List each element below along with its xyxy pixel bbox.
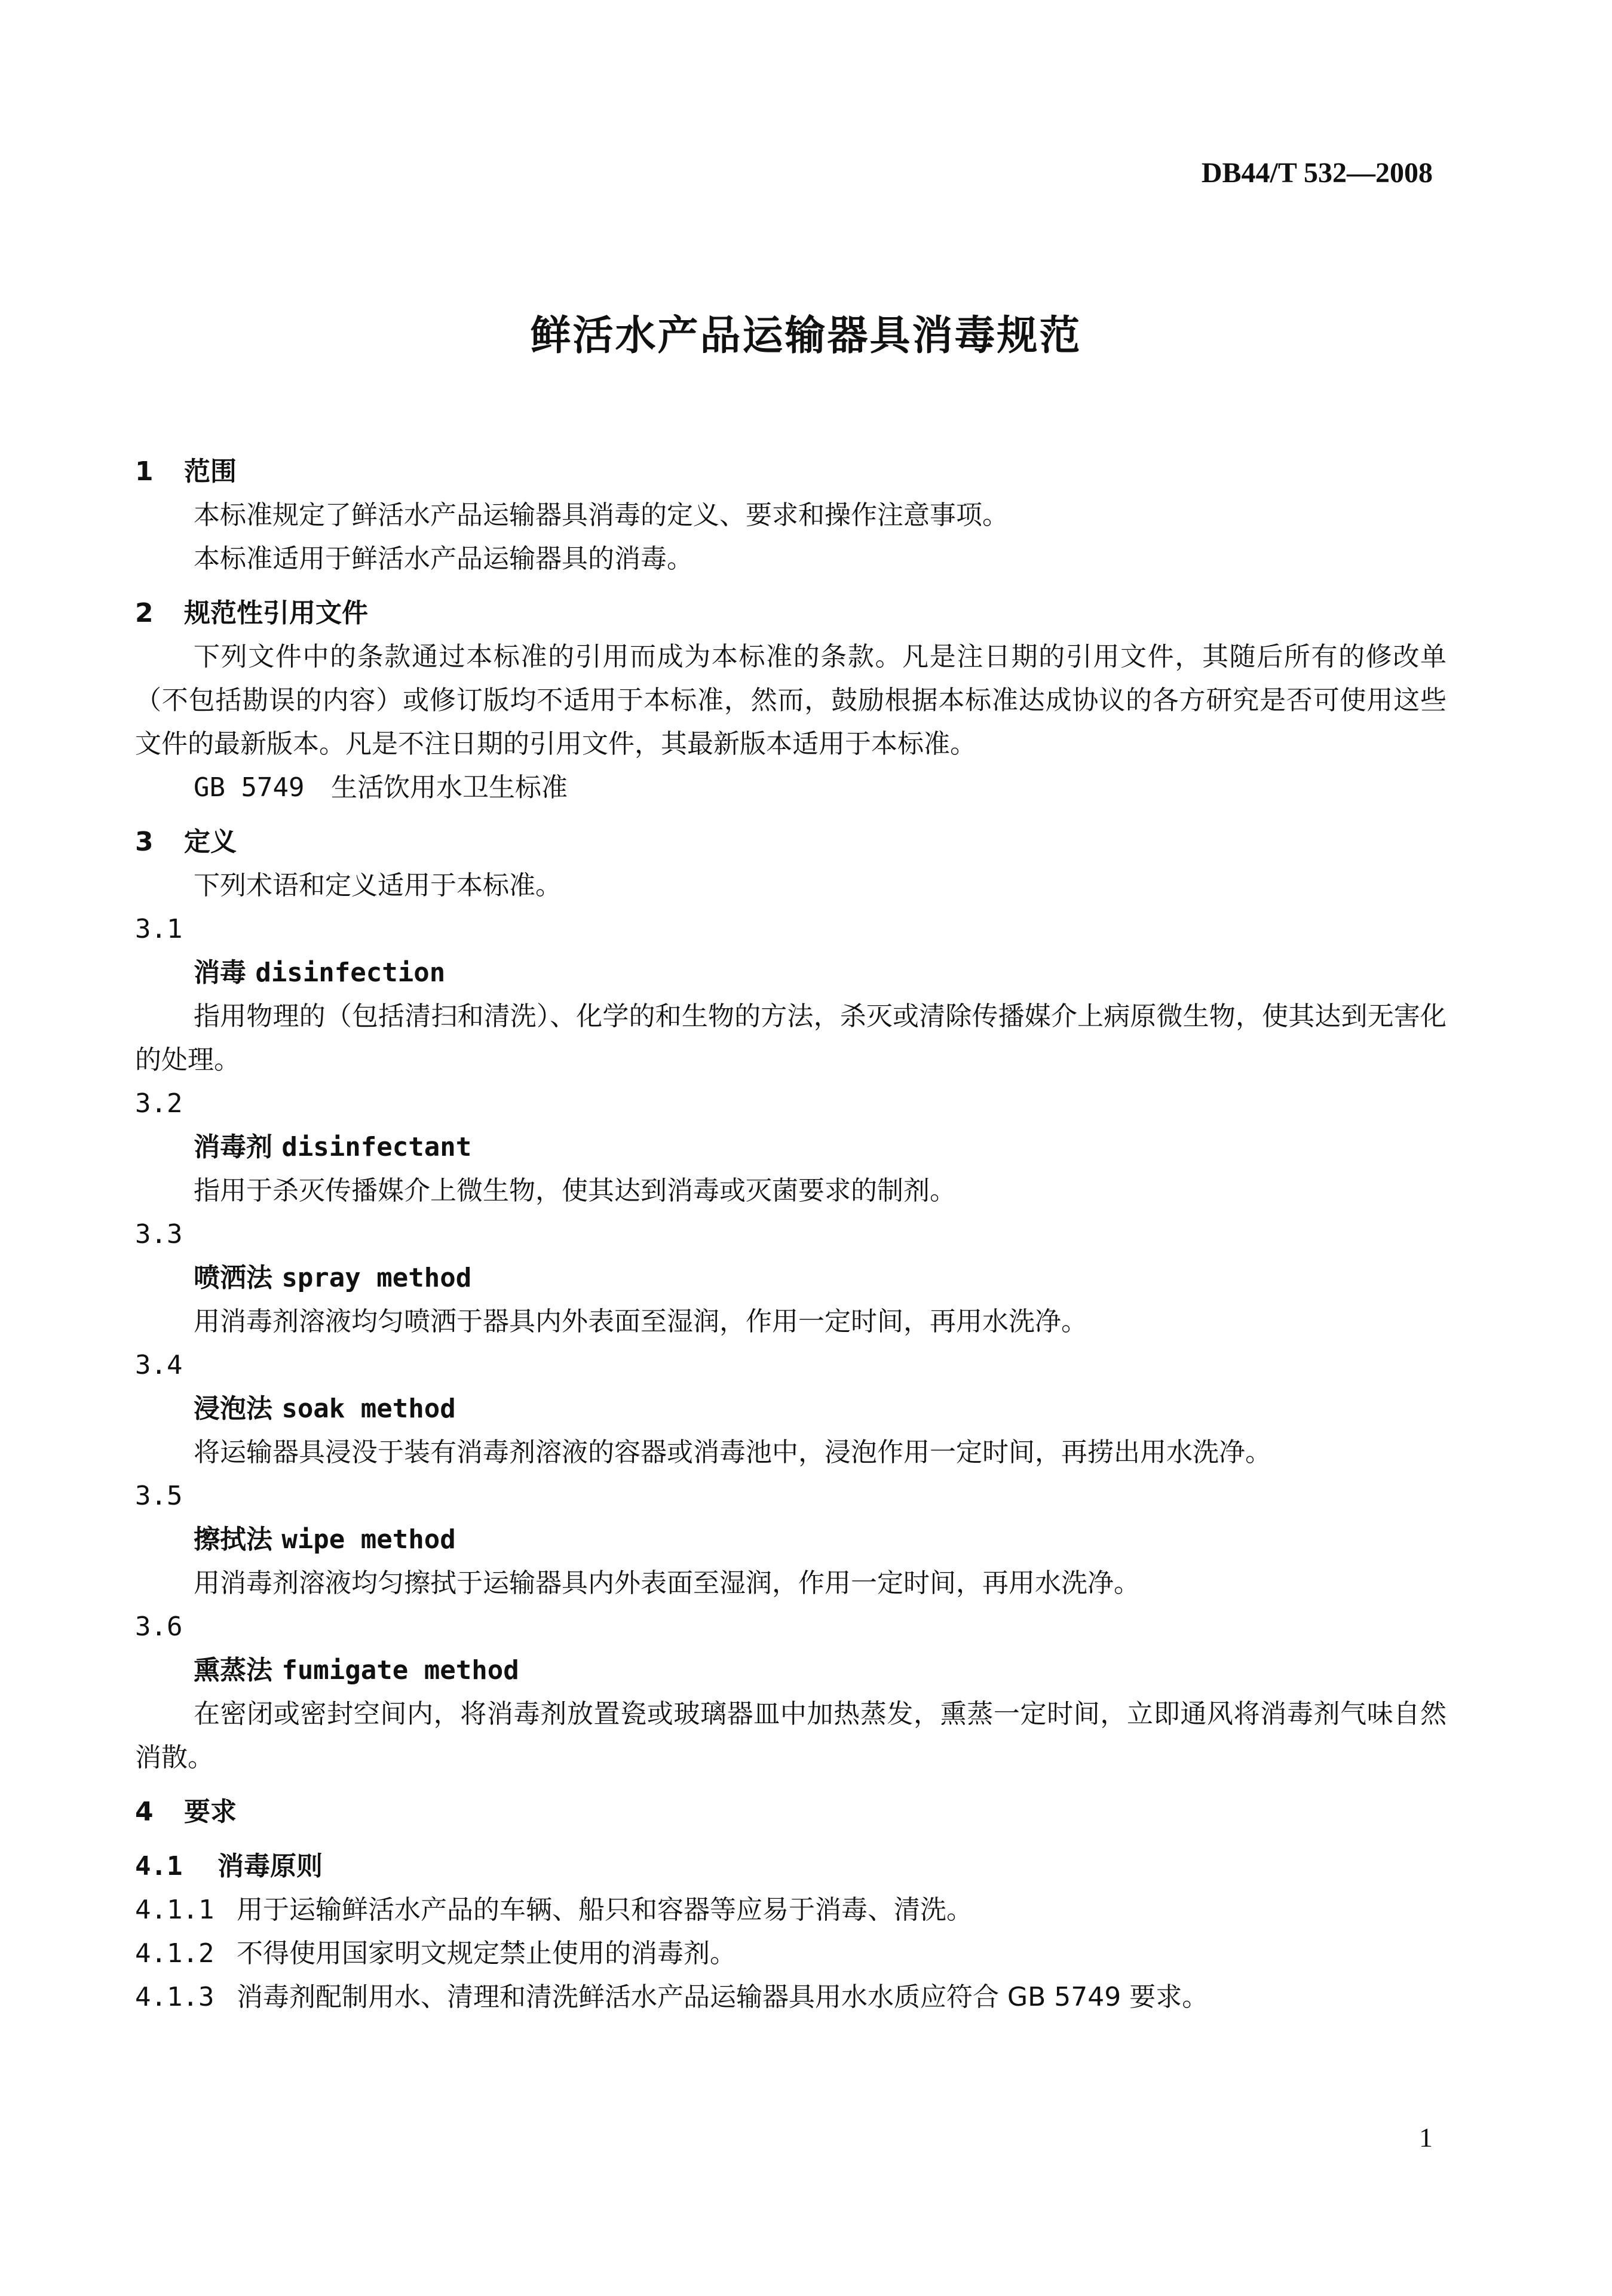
document-code: DB44/T 532—2008 <box>1201 157 1433 189</box>
clause-number: 4.1.2 <box>135 1938 214 1969</box>
term-en: disinfectant <box>281 1132 472 1162</box>
section-title: 范围 <box>184 456 237 487</box>
clause-item <box>135 1932 1446 1975</box>
term-name <box>135 1256 1446 1300</box>
term-definition: 用消毒剂溶液均匀擦拭于运输器具内外表面至湿润，作用一定时间，再用水洗净。 <box>194 1568 1140 1598</box>
term-name <box>135 951 1446 994</box>
section-title: 规范性引用文件 <box>184 598 368 628</box>
clause-text: 用于运输鲜活水产品的车辆、船只和容器等应易于消毒、清洗。 <box>237 1895 973 1925</box>
section-number: 1 <box>135 456 154 487</box>
section-number: 2 <box>135 598 154 628</box>
term-definition: 用消毒剂溶液均匀喷洒于器具内外表面至湿润，作用一定时间，再用水洗净。 <box>194 1306 1087 1337</box>
document-body <box>135 439 1446 2019</box>
clause-number: 4.1.3 <box>135 1982 214 2012</box>
term-definition: 指用物理的（包括清扫和清洗）、化学的和生物的方法，杀灭或清除传播媒介上病原微生物，使其达到无害化的处理。 <box>135 1001 1446 1075</box>
term-definition: 指用于杀灭传播媒介上微生物，使其达到消毒或灭菌要求的制剂。 <box>194 1175 956 1206</box>
subsection-number: 4.1 <box>135 1851 183 1881</box>
term-zh: 喷洒法 <box>194 1263 272 1293</box>
clause-text: 不得使用国家明文规定禁止使用的消毒剂。 <box>237 1938 736 1969</box>
term-zh: 熏蒸法 <box>194 1655 272 1686</box>
subsection-heading <box>135 1844 1446 1888</box>
term-en: soak method <box>281 1393 456 1424</box>
document-title: 鲜活水产品运输器具消毒规范 <box>530 312 1082 360</box>
section-1-heading <box>135 450 1446 493</box>
term-zh: 消毒剂 <box>194 1132 272 1162</box>
term-number: 3.5 <box>135 1481 183 1511</box>
clause-item <box>135 1975 1446 2019</box>
paragraph: 本标准规定了鲜活水产品运输器具消毒的定义、要求和操作注意事项。 <box>194 500 1009 530</box>
term-number: 3.2 <box>135 1088 183 1119</box>
term-zh: 擦拭法 <box>194 1524 272 1555</box>
term-number: 3.1 <box>135 914 183 944</box>
clause-number: 4.1.1 <box>135 1895 214 1925</box>
clause-text: 消毒剂配制用水、清理和清洗鲜活水产品运输器具用水水质应符合 GB 5749 要求。 <box>237 1982 1209 2012</box>
term-number: 3.4 <box>135 1350 183 1380</box>
term-zh: 消毒 <box>194 957 246 988</box>
term-number: 3.3 <box>135 1219 183 1250</box>
section-3-heading <box>135 820 1446 864</box>
term-en: disinfection <box>255 957 446 988</box>
subsection-title: 消毒原则 <box>217 1851 323 1881</box>
paragraph: 下列术语和定义适用于本标准。 <box>194 870 562 901</box>
term-name <box>135 1649 1446 1692</box>
normative-reference <box>135 766 1446 809</box>
section-2-heading <box>135 591 1446 635</box>
term-zh: 浸泡法 <box>194 1393 272 1424</box>
section-number: 4 <box>135 1797 154 1827</box>
term-number: 3.6 <box>135 1612 183 1642</box>
section-4-heading <box>135 1790 1446 1834</box>
term-name <box>135 1387 1446 1431</box>
term-en: spray method <box>281 1263 472 1293</box>
section-title: 定义 <box>184 827 237 857</box>
paragraph: 本标准适用于鲜活水产品运输器具的消毒。 <box>194 544 693 574</box>
term-name <box>135 1125 1446 1169</box>
page-number: 1 <box>1419 2122 1433 2153</box>
paragraph: 下列文件中的条款通过本标准的引用而成为本标准的条款。凡是注日期的引用文件，其随后所有的修改单（不包括勘误的内容）或修订版均不适用于本标准，然而，鼓励根据本标准达成协议的各方研究是否可使用这些文件的最新版本。凡是不注日期的引用文件，其最新版本适用于本标准。 <box>135 641 1446 759</box>
term-definition: 将运输器具浸没于装有消毒剂溶液的容器或消毒池中，浸泡作用一定时间，再捞出用水洗净。 <box>194 1437 1271 1468</box>
clause-item <box>135 1888 1446 1932</box>
term-en: fumigate method <box>281 1655 519 1686</box>
section-number: 3 <box>135 827 154 857</box>
term-name <box>135 1518 1446 1561</box>
reference-title: 生活饮用水卫生标准 <box>331 772 568 803</box>
section-title: 要求 <box>184 1797 237 1827</box>
term-en: wipe method <box>281 1524 456 1555</box>
term-definition: 在密闭或密封空间内，将消毒剂放置瓷或玻璃器皿中加热蒸发，熏蒸一定时间，立即通风将消毒剂气味自然消散。 <box>135 1699 1446 1773</box>
reference-code: GB 5749 <box>194 772 305 803</box>
